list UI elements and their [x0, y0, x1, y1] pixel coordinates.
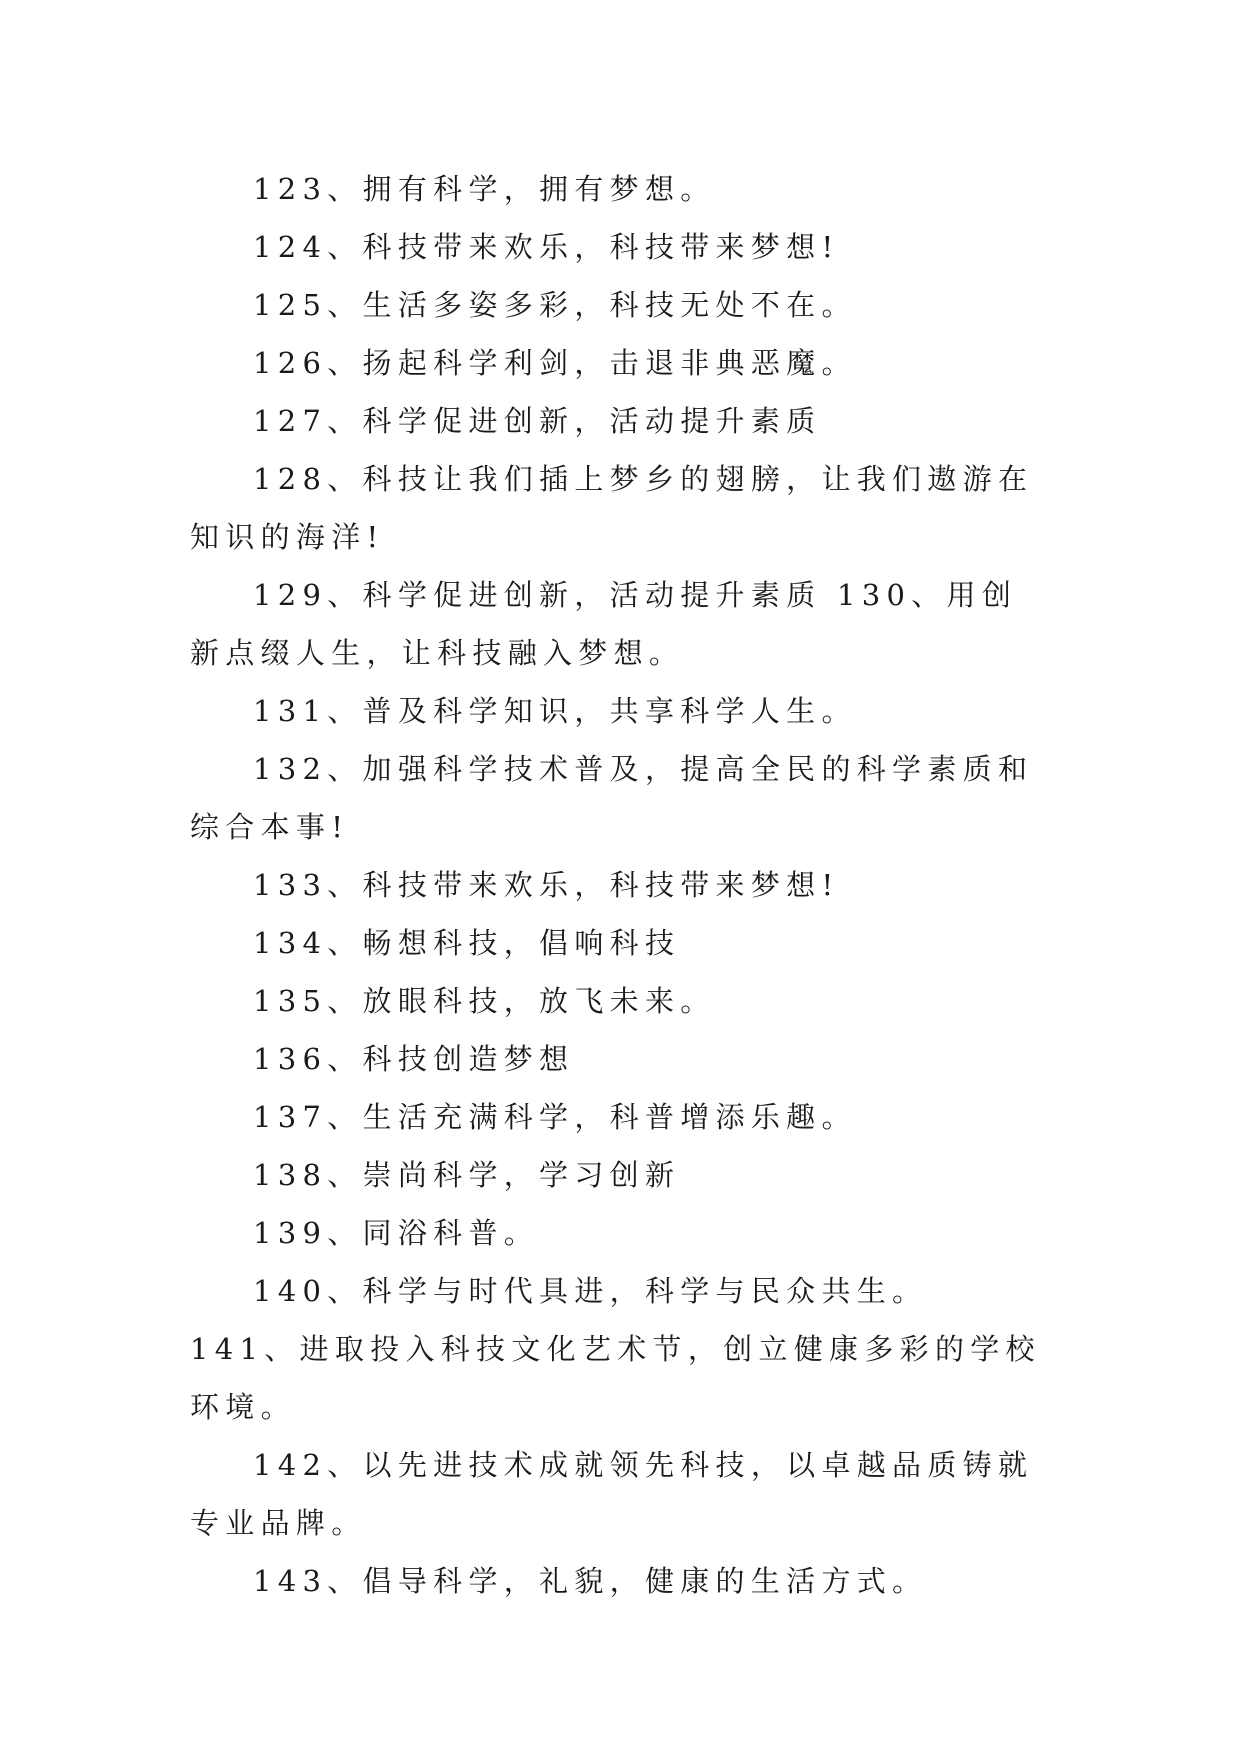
slogan-paragraph: 142、以先进技术成就领先科技，以卓越品质铸就专业品牌。	[190, 1448, 1034, 1540]
slogan-paragraph: 124、科技带来欢乐，科技带来梦想!	[253, 230, 840, 264]
slogan-paragraph: 134、畅想科技，倡响科技	[253, 926, 681, 960]
slogan-paragraph: 143、倡导科学，礼貌，健康的生活方式。	[253, 1564, 928, 1598]
document-page	[190, 160, 1050, 1610]
slogan-paragraph: 127、科学促进创新，活动提升素质	[253, 404, 822, 438]
slogan-paragraph: 139、同浴科普。	[253, 1216, 540, 1250]
slogan-paragraph: 128、科技让我们插上梦乡的翅膀，让我们遨游在知识的海洋!	[190, 462, 1034, 554]
slogan-paragraph: 132、加强科学技术普及，提高全民的科学素质和综合本事!	[190, 752, 1034, 844]
slogan-paragraph: 125、生活多姿多彩，科技无处不在。	[253, 288, 857, 322]
slogan-paragraph: 131、普及科学知识，共享科学人生。	[253, 694, 857, 728]
slogan-paragraph: 140、科学与时代具进，科学与民众共生。 141、进取投入科技文化艺术节，创立健康多彩的学校环境。	[190, 1274, 1041, 1424]
slogan-paragraph: 123、拥有科学，拥有梦想。	[253, 172, 716, 206]
slogan-paragraph: 126、扬起科学利剑，击退非典恶魔。	[253, 346, 857, 380]
slogan-paragraph: 133、科技带来欢乐，科技带来梦想!	[253, 868, 840, 902]
slogan-paragraph: 136、科技创造梦想	[253, 1042, 575, 1076]
slogan-paragraph: 137、生活充满科学，科普增添乐趣。	[253, 1100, 857, 1134]
slogan-paragraph: 129、科学促进创新，活动提升素质 130、用创新点缀人生，让科技融入梦想。	[190, 578, 1018, 670]
slogan-paragraph: 138、崇尚科学，学习创新	[253, 1158, 681, 1192]
slogan-paragraph: 135、放眼科技，放飞未来。	[253, 984, 716, 1018]
